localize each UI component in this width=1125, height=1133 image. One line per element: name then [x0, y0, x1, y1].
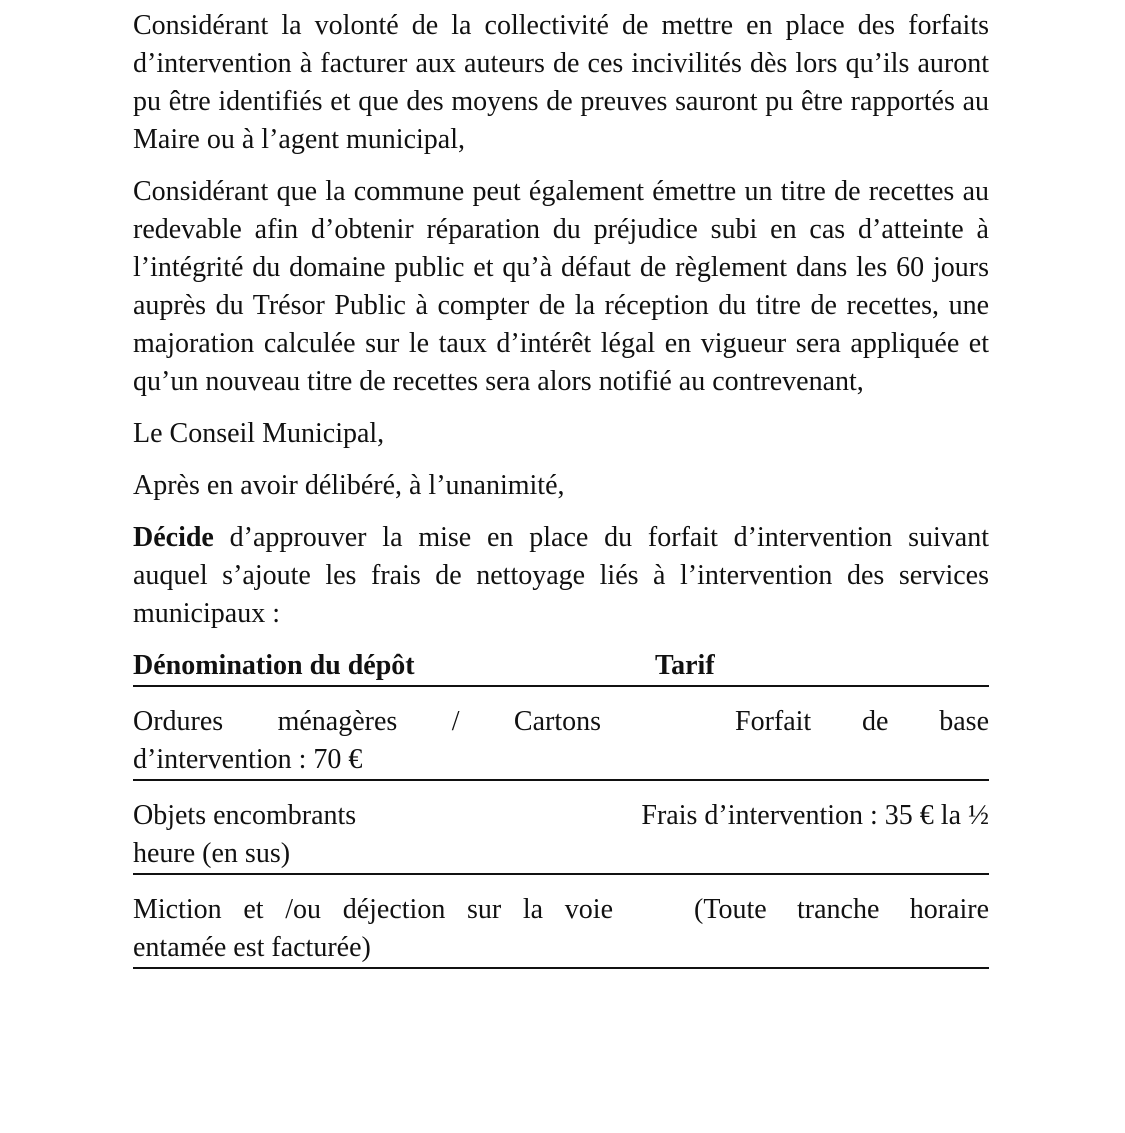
row-depot: Objets encombrants: [133, 800, 357, 831]
tariff-table: [133, 647, 989, 969]
table-row: [133, 875, 989, 969]
paragraph-considerant-forfaits: Considérant la volonté de la collectivité de mettre en place des forfaits d’intervention à facturer aux auteurs de ces incivilités dès lors qu’ils auront pu être identifiés et que des moyens de preuves sauront pu être rapportés au Maire ou à l’agent municipal,: [133, 10, 989, 155]
row-tarif: Forfait de base: [735, 706, 989, 737]
header-tarif: Tarif: [655, 650, 715, 681]
table-row: [133, 687, 989, 781]
paragraph-apres-deliberation: Après en avoir délibéré, à l’unanimité,: [133, 470, 565, 501]
row-continuation: d’intervention : 70 €: [133, 744, 363, 775]
decision-keyword: Décide: [133, 522, 214, 553]
row-tarif: (Toute tranche horaire: [694, 894, 989, 925]
header-denomination: Dénomination du dépôt: [133, 650, 415, 681]
table-row: [133, 781, 989, 875]
paragraph-considerant-titre-recettes: Considérant que la commune peut également émettre un titre de recettes au redevable afin d’obtenir réparation du préjudice subi en cas d’atteinte à l’intégrité du domaine public et qu’à défaut de règlement dans les 60 jours auprès du Trésor Public à compter de la réception du titre de recettes, une majoration calculée sur le taux d’intérêt légal en vigueur sera appliquée et qu’un nouveau titre de recettes sera alors notifié au contrevenant,: [133, 176, 989, 397]
row-continuation: heure (en sus): [133, 838, 291, 869]
table-header: [133, 647, 989, 687]
paragraph-conseil-municipal: Le Conseil Municipal,: [133, 418, 385, 449]
row-tarif: Frais d’intervention : 35 € la ½: [641, 800, 989, 831]
decision-text: d’approuver la mise en place du forfait d’intervention suivant auquel s’ajoute les frais de nettoyage liés à l’intervention des services municipaux :: [133, 522, 989, 629]
row-depot: Ordures ménagères / Cartons: [133, 706, 601, 737]
document-page: [133, 7, 989, 969]
row-depot: Miction et /ou déjection sur la voie: [133, 894, 613, 925]
row-continuation: entamée est facturée): [133, 932, 371, 963]
paragraph-decision: [133, 519, 989, 633]
